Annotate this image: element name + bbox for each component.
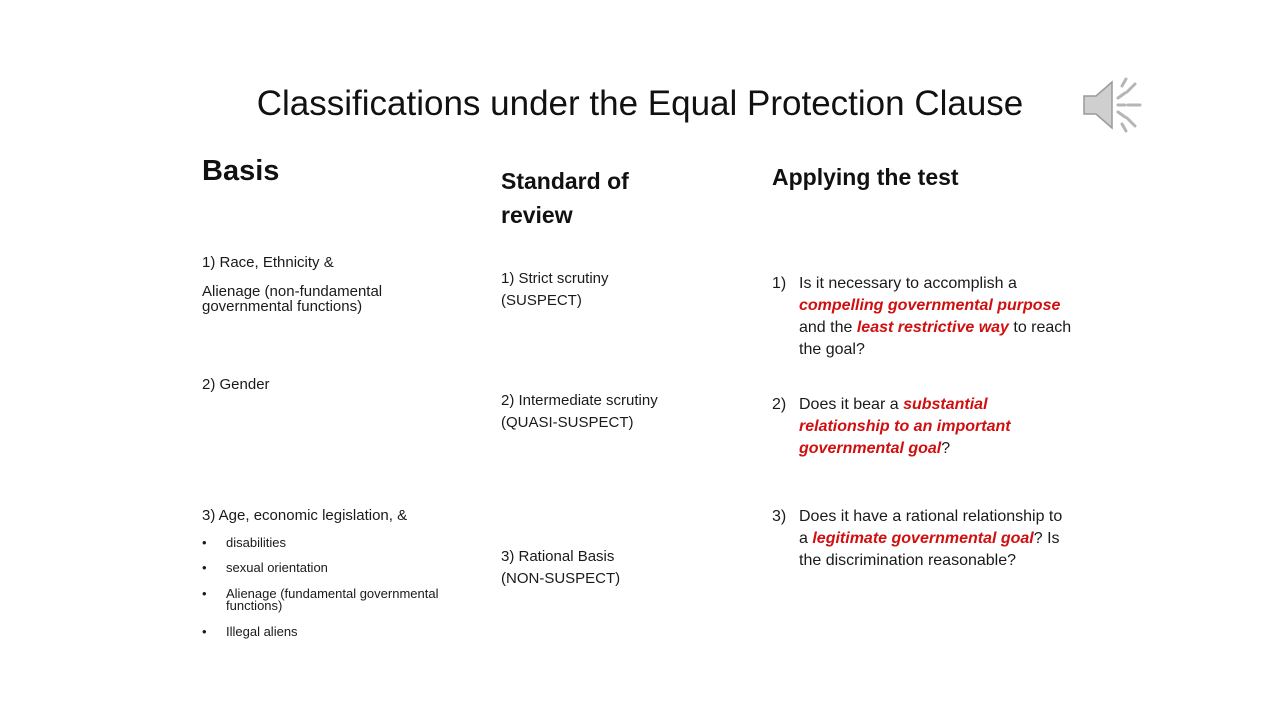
- apply-3-a: a: [799, 530, 808, 547]
- bullet-1: •: [202, 535, 207, 550]
- apply-2-text: [799, 394, 1099, 460]
- apply-2-question-mark: ?: [941, 440, 951, 457]
- basis-heading: Basis: [202, 155, 280, 187]
- basis-1-line3: governmental functions): [202, 298, 363, 315]
- bullet-3: •: [202, 586, 207, 601]
- speaker-sound-icon-graphic: [1080, 74, 1146, 136]
- standard-2: [501, 390, 658, 434]
- basis-3-item-disabilities: disabilities: [226, 535, 286, 550]
- applying-the-test-heading: Applying the test: [772, 164, 959, 190]
- standard-3-line2: (NON-SUSPECT): [501, 570, 621, 587]
- basis-3-item-alienage-cont: functions): [226, 598, 283, 613]
- apply-1-highlight-compelling: compelling governmental purpose: [799, 297, 1061, 314]
- apply-3-number: 3): [772, 508, 787, 525]
- speaker-sound-icon[interactable]: [1080, 74, 1146, 136]
- standard-3-line1: 3) Rational Basis: [501, 548, 615, 565]
- apply-1-highlight-least-restrictive: least restrictive way: [856, 319, 1009, 336]
- apply-2-number: 2): [772, 396, 787, 413]
- basis-3-item-illegal-aliens: Illegal aliens: [226, 624, 298, 639]
- standard-heading-line2: review: [501, 202, 573, 228]
- apply-1-number: 1): [772, 275, 787, 292]
- standard-1-line1: 1) Strict scrutiny: [501, 270, 609, 287]
- apply-1-line1: Is it necessary to accomplish a: [799, 275, 1017, 292]
- apply-2-highlight-relationship: relationship to an important: [799, 418, 1011, 435]
- bullet-4: •: [202, 624, 207, 639]
- apply-2-highlight-substantial: substantial: [903, 396, 988, 413]
- standard-1: [501, 268, 609, 312]
- apply-2-highlight-governmental-goal: governmental goal: [799, 440, 942, 457]
- slide-title: Classifications under the Equal Protection Clause: [256, 84, 1024, 123]
- apply-2-does-it-bear: Does it bear a: [799, 396, 899, 413]
- apply-1-text: [799, 273, 1099, 361]
- apply-3-line3: the discrimination reasonable?: [799, 552, 1017, 569]
- basis-2: 2) Gender: [202, 376, 270, 393]
- basis-1-line2: Alienage (non-fundamental: [202, 283, 383, 300]
- standard-2-line1: 2) Intermediate scrutiny: [501, 392, 658, 409]
- apply-3-highlight-legitimate: legitimate governmental goal: [812, 530, 1034, 547]
- basis-3: 3) Age, economic legislation, &: [202, 507, 408, 524]
- standard-2-line2: (QUASI-SUSPECT): [501, 414, 634, 431]
- apply-1-and-the: and the: [799, 319, 853, 336]
- standard-of-review-heading: [501, 164, 629, 232]
- basis-3-item-sexual-orientation: sexual orientation: [226, 560, 328, 575]
- standard-1-line2: (SUSPECT): [501, 292, 582, 309]
- bullet-2: •: [202, 560, 207, 575]
- apply-3-line1: Does it have a rational relationship to: [799, 508, 1063, 525]
- basis-1-line1: 1) Race, Ethnicity &: [202, 254, 334, 271]
- standard-3: [501, 546, 620, 590]
- apply-1-line4: the goal?: [799, 341, 865, 358]
- apply-3-is: ? Is: [1033, 530, 1060, 547]
- basis-3-item-alienage: Alienage (fundamental governmental: [226, 586, 439, 601]
- standard-heading-line1: Standard of: [501, 168, 629, 194]
- apply-3-text: [799, 506, 1099, 572]
- apply-1-to-reach: to reach: [1013, 319, 1072, 336]
